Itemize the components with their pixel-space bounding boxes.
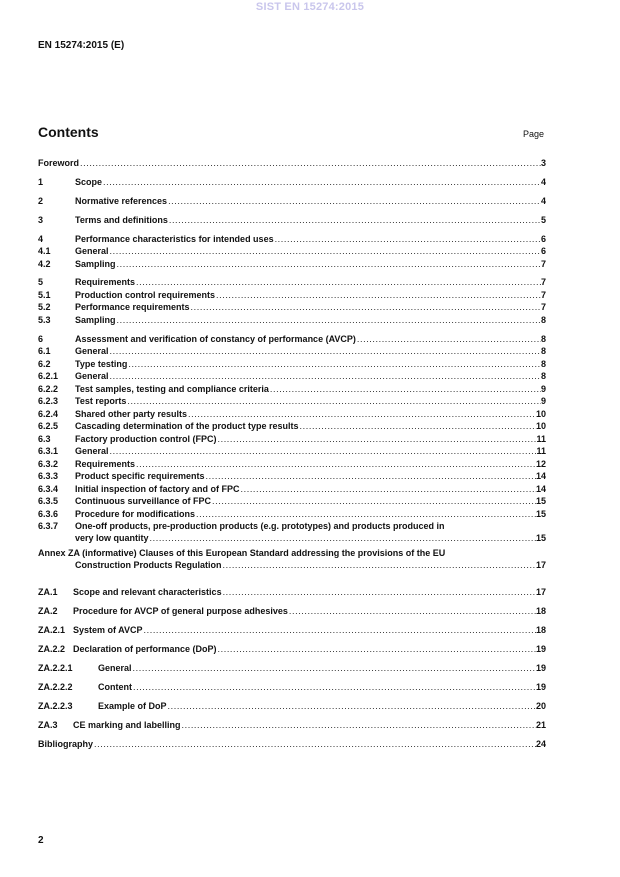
toc-entry[interactable] <box>38 289 546 301</box>
dot-leader <box>188 408 536 420</box>
toc-entry[interactable] <box>38 301 546 313</box>
toc-entry[interactable] <box>38 700 546 712</box>
toc-entry-page: 15 <box>535 496 546 506</box>
dot-leader <box>127 395 541 407</box>
dot-leader <box>169 214 541 226</box>
dot-leader <box>212 495 536 507</box>
dot-leader <box>216 289 541 301</box>
toc-entry-page: 10 <box>535 421 546 431</box>
toc-entry-number: 6.3.2 <box>38 459 59 469</box>
toc-entry-title: Normative references <box>75 196 168 206</box>
toc-entry-title: Terms and definitions <box>75 215 168 225</box>
dot-leader <box>110 245 541 257</box>
toc-entry[interactable] <box>38 420 546 432</box>
toc-entry-number: 6.2.1 <box>38 371 59 381</box>
dot-leader <box>110 345 541 357</box>
toc-entry-page: 21 <box>535 720 546 730</box>
toc-entry-page: 15 <box>535 533 546 543</box>
toc-entry[interactable] <box>38 358 546 370</box>
toc-entry[interactable] <box>38 408 546 420</box>
toc-entry-page: 18 <box>535 625 546 635</box>
dot-leader <box>218 643 536 655</box>
dot-leader <box>150 532 536 544</box>
toc-entry-title: very low quantity <box>75 533 149 543</box>
dot-leader <box>128 358 541 370</box>
toc-entry-number: 6.3.4 <box>38 484 59 494</box>
dot-leader <box>117 258 541 270</box>
toc-entry[interactable] <box>38 333 546 345</box>
toc-entry[interactable] <box>38 470 546 482</box>
toc-entry[interactable] <box>38 276 546 288</box>
dot-leader <box>136 276 541 288</box>
page-column-label: Page <box>523 129 545 139</box>
toc-entry-page: 8 <box>540 315 546 325</box>
toc-entry[interactable] <box>38 643 546 655</box>
dot-leader <box>168 195 541 207</box>
toc-entry-title: Scope and relevant characteristics <box>73 587 222 597</box>
toc-entry[interactable] <box>38 662 546 674</box>
toc-entry[interactable] <box>38 433 546 445</box>
toc-entry[interactable] <box>38 681 546 693</box>
toc-entry-number: 5 <box>38 277 44 287</box>
toc-entry-number: 6.3.3 <box>38 471 59 481</box>
toc-entry-page: 19 <box>535 663 546 673</box>
toc-entry-number: ZA.3 <box>38 720 58 730</box>
toc-entry-number: ZA.2.1 <box>38 625 66 635</box>
toc-entry-title: Foreword <box>38 158 80 168</box>
dot-leader <box>136 458 536 470</box>
toc-entry-page: 7 <box>540 277 546 287</box>
toc-entry-title-line1: Annex ZA (informative) Clauses of this European Standard addressing the provisions of the EU <box>38 548 446 558</box>
toc-entry-number: ZA.2.2.2 <box>38 682 73 692</box>
toc-entry-number: 4.1 <box>38 246 51 256</box>
toc-entry-title: System of AVCP <box>73 625 143 635</box>
toc-entry-page: 5 <box>540 215 546 225</box>
toc-entry[interactable] <box>38 245 546 257</box>
toc-entry-title: Cascading determination of the product type results <box>75 421 299 431</box>
toc-entry-number: ZA.1 <box>38 587 58 597</box>
toc-entry-title: Continuous surveillance of FPC <box>75 496 212 506</box>
toc-entry[interactable] <box>38 370 546 382</box>
toc-entry-title: Requirements <box>75 459 136 469</box>
toc-entry-title: Product specific requirements <box>75 471 205 481</box>
dot-leader <box>289 605 536 617</box>
toc-entry[interactable] <box>38 738 546 750</box>
toc-entry-title: Content <box>98 682 132 692</box>
dot-leader <box>168 700 536 712</box>
toc-entry[interactable] <box>38 483 546 495</box>
toc-entry-number: 3 <box>38 215 44 225</box>
toc-entry-number: 6.1 <box>38 346 51 356</box>
dot-leader <box>218 433 537 445</box>
toc-entry-title: Procedure for modifications <box>75 509 196 519</box>
toc-entry-title: Factory production control (FPC) <box>75 434 217 444</box>
toc-entry-number: ZA.2.2.3 <box>38 701 73 711</box>
toc-entry-number: 6.3.5 <box>38 496 59 506</box>
toc-entry-page: 11 <box>536 434 546 444</box>
toc-entry-title: Requirements <box>75 277 136 287</box>
dot-leader <box>357 333 541 345</box>
dot-leader <box>103 176 541 188</box>
toc-entry-page: 17 <box>535 560 546 570</box>
toc-entry-title: Production control requirements <box>75 290 216 300</box>
toc-entry-number: 6.2 <box>38 359 51 369</box>
toc-entry-page: 7 <box>540 290 546 300</box>
toc-entry-title: Sampling <box>75 315 116 325</box>
toc-entry-page: 14 <box>535 471 546 481</box>
toc-entry-number: ZA.2.2 <box>38 644 66 654</box>
toc-entry-title: Example of DoP <box>98 701 167 711</box>
toc-entry-page: 8 <box>540 334 546 344</box>
dot-leader <box>117 314 541 326</box>
toc-entry-page: 18 <box>535 606 546 616</box>
toc-entry[interactable] <box>38 314 546 326</box>
toc-entry[interactable] <box>38 605 546 617</box>
toc-entry[interactable] <box>38 233 546 245</box>
toc-entry-page: 6 <box>540 246 546 256</box>
toc-entry-page: 8 <box>540 371 546 381</box>
toc-entry-number: 6.2.5 <box>38 421 59 431</box>
toc-entry-number: 5.2 <box>38 302 51 312</box>
toc-entry-title: Shared other party results <box>75 409 188 419</box>
toc-entry[interactable] <box>38 395 546 407</box>
toc-entry-title: Initial inspection of factory and of FPC <box>75 484 240 494</box>
toc-entry[interactable] <box>38 345 546 357</box>
dot-leader <box>110 370 541 382</box>
dot-leader <box>133 681 536 693</box>
dot-leader <box>94 738 536 750</box>
toc-entry-number: ZA.2 <box>38 606 58 616</box>
dot-leader <box>196 508 536 520</box>
dot-leader <box>206 470 536 482</box>
toc-entry-page: 15 <box>535 509 546 519</box>
toc-entry[interactable] <box>38 445 546 457</box>
toc-entry[interactable] <box>38 559 546 571</box>
watermark: SIST EN 15274:2015 <box>255 1 365 13</box>
toc-entry-page: 8 <box>540 359 546 369</box>
toc-entry-number: 4 <box>38 234 44 244</box>
toc-entry-page: 10 <box>535 409 546 419</box>
toc-entry-number: 6.2.3 <box>38 396 59 406</box>
toc-entry[interactable] <box>38 719 546 731</box>
toc-entry-number: 6.3.7 <box>38 521 59 531</box>
toc-entry[interactable] <box>38 258 546 270</box>
toc-entry-number: 4.2 <box>38 259 51 269</box>
toc-entry-number: 6.3.6 <box>38 509 59 519</box>
toc-entry-number: 6.2.4 <box>38 409 59 419</box>
toc-entry-number: 6.3 <box>38 434 51 444</box>
toc-entry[interactable] <box>38 586 546 598</box>
toc-entry[interactable] <box>38 508 546 520</box>
toc-entry[interactable] <box>38 532 546 544</box>
toc-entry-page: 4 <box>540 177 546 187</box>
dot-leader <box>144 624 536 636</box>
toc-entry[interactable] <box>38 495 546 507</box>
toc-entry-page: 12 <box>535 459 546 469</box>
toc-entry-number: 1 <box>38 177 44 187</box>
toc-entry-title: Type testing <box>75 359 128 369</box>
dot-leader <box>275 233 541 245</box>
toc-entry[interactable] <box>38 624 546 636</box>
toc-entry-number: 6.2.2 <box>38 384 59 394</box>
toc-entry-page: 6 <box>540 234 546 244</box>
dot-leader <box>191 301 541 313</box>
toc-entry-number: 5.1 <box>38 290 51 300</box>
toc-entry-page: 19 <box>535 682 546 692</box>
toc-entry-title: Performance characteristics for intended uses <box>75 234 274 244</box>
toc-entry-page: 14 <box>535 484 546 494</box>
toc-entry[interactable] <box>38 214 546 226</box>
toc-entry-page: 11 <box>536 446 546 456</box>
toc-entry-number: 2 <box>38 196 44 206</box>
toc-entry[interactable] <box>38 383 546 395</box>
toc-entry-number: 6 <box>38 334 44 344</box>
toc-entry-number: 6.3.1 <box>38 446 59 456</box>
toc-entry-title: Bibliography <box>38 739 94 749</box>
toc-entry-title: General <box>75 371 109 381</box>
toc-entry-title: Procedure for AVCP of general purpose adhesives <box>73 606 288 616</box>
toc-entry-page: 4 <box>540 196 546 206</box>
toc-entry-title: General <box>75 246 109 256</box>
dot-leader <box>110 445 537 457</box>
dot-leader <box>300 420 536 432</box>
toc-entry[interactable] <box>38 157 546 169</box>
toc-entry-title: Test reports <box>75 396 127 406</box>
toc-entry-title: Sampling <box>75 259 116 269</box>
dot-leader <box>182 719 536 731</box>
toc-entry-title: Declaration of performance (DoP) <box>73 644 217 654</box>
toc-entry-page: 17 <box>535 587 546 597</box>
toc-entry[interactable] <box>38 458 546 470</box>
toc-entry[interactable] <box>38 176 546 188</box>
toc-entry-title: Assessment and verification of constancy of performance (AVCP) <box>75 334 356 344</box>
dot-leader <box>80 157 541 169</box>
toc-entry[interactable] <box>38 195 546 207</box>
dot-leader <box>133 662 536 674</box>
document-id: EN 15274:2015 (E) <box>38 40 125 51</box>
dot-leader <box>241 483 536 495</box>
toc-entry-page: 8 <box>540 346 546 356</box>
toc-entry-page: 7 <box>540 302 546 312</box>
toc-entry-title: Test samples, testing and compliance criteria <box>75 384 269 394</box>
toc-entry-page: 7 <box>540 259 546 269</box>
toc-entry-title: General <box>75 446 109 456</box>
toc-entry-page: 9 <box>540 396 546 406</box>
toc-entry-title: Scope <box>75 177 103 187</box>
dot-leader <box>223 586 536 598</box>
toc-entry-title: General <box>98 663 132 673</box>
contents-heading: Contents <box>38 124 99 140</box>
toc-entry-number: ZA.2.2.1 <box>38 663 73 673</box>
toc-entry-page: 3 <box>540 158 546 168</box>
toc-entry-page: 19 <box>535 644 546 654</box>
toc-entry-page: 24 <box>535 739 546 749</box>
toc-entry-page: 9 <box>540 384 546 394</box>
toc-entry-title: Performance requirements <box>75 302 190 312</box>
page-number: 2 <box>38 835 44 846</box>
toc-entry-page: 20 <box>535 701 546 711</box>
dot-leader <box>223 559 536 571</box>
toc-entry-title-line1: One-off products, pre-production products (e.g. prototypes) and products produced in <box>75 521 445 531</box>
toc-entry-title: General <box>75 346 109 356</box>
toc-entry-title: CE marking and labelling <box>73 720 181 730</box>
toc-entry-title: Construction Products Regulation <box>75 560 222 570</box>
toc-entry-number: 5.3 <box>38 315 51 325</box>
dot-leader <box>270 383 541 395</box>
